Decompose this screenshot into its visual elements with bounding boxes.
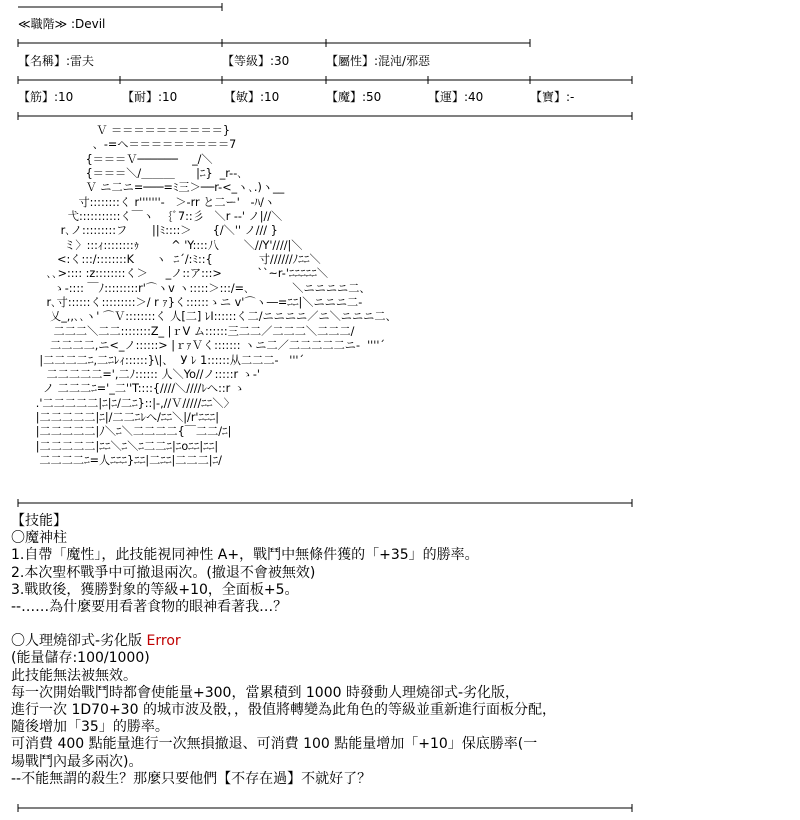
- ascii-art-line: {＝＝＝Ｖ────── _/＼: [18, 152, 213, 166]
- class-field: ≪職階≫ :Devil: [18, 17, 106, 31]
- stat-strength: 【筋】:10: [18, 90, 74, 104]
- skill-1-line-3: 3.戰敗後，獲勝對象的等級+10，全面板+5。: [11, 581, 299, 598]
- stat-endurance: 【耐】:10: [122, 90, 178, 104]
- skills-heading: 【技能】: [11, 513, 67, 529]
- skill-1-line-4: --……為什麼要用看著食物的眼神看著我…？: [11, 599, 288, 616]
- stat-agility: 【敏】:10: [224, 90, 280, 104]
- ascii-art-line: .'二二二二二|ﾆ|ﾆ/二ﾆ}::|-,//Ｖ/////ﾆﾆ＼〉: [18, 396, 235, 410]
- skill-2-title: 〇人理燒卻式-劣化版: [11, 633, 143, 650]
- ascii-art-line: 二二二二二=',二ﾉ:::::: 人＼Yo//ノ:::::r ゝ-': [18, 367, 260, 381]
- ascii-art-line: 寸::::::::く r'''''''- ＞-rr と二ー' -ﾊ/ヽ: [18, 195, 276, 209]
- ascii-art-line: ゝ-:::: ￣ﾉ:::::::::r'⌒ヽv ヽ:::::＞:::/=､ ＼ニニニニ二、: [18, 281, 371, 295]
- ascii-art-line: ノ 二二二ﾆ='_二''T::::{////＼////ﾚへ::r ゝ: [18, 382, 245, 396]
- ascii-art-line: 二二二二ﾆ=人ﾆﾆﾆ}ﾆﾆ|二ﾆﾆ|二二二|ﾆ/: [18, 453, 222, 467]
- ascii-art-line: |二二二二二|ﾉ＼ﾆ＼二二二二{￣二二/ﾆ|: [18, 425, 232, 439]
- ascii-art-line: Ｖ ＝＝＝＝＝＝＝＝＝＝}: [18, 124, 230, 137]
- ascii-art-line: |二二二二二|ﾆﾆ＼ﾆ＼ﾆ二二ﾆ|ﾆoﾆﾆ|ﾆﾆ|: [18, 439, 219, 453]
- attribute-field: 【屬性】:混沌/邪惡: [326, 54, 431, 68]
- ascii-art-line: r､ノ:::::::::フ ||ﾐ::::＞ {/＼'' ノ/// }: [18, 224, 278, 238]
- stat-magic: 【魔】:50: [326, 90, 382, 104]
- skill-2-line-1: (能量儲存:100/1000): [11, 650, 150, 667]
- stat-luck: 【運】:40: [428, 90, 484, 104]
- skill-2-line-6: 可消費 400 點能量進行一次無損撤退、可消費 100 點能量增加「+10」保底勝率(一: [11, 736, 538, 753]
- ascii-art-line: r､寸::::::く:::::::::＞/ r ｧ}く::::::ゝニ v'⌒ヽ―=ﾆﾆ|＼ニニニ二-: [18, 296, 363, 310]
- skill-1-line-2: 2.本次聖杯戰爭中可撤退兩次。(撤退不會被無效): [11, 564, 316, 581]
- skill-2-line-4: 進行一次 1D70+30 的城市波及骰，，骰值將轉變為此角色的等級並重新進行面板分配，: [11, 702, 556, 719]
- skill-2-title-row: [11, 633, 791, 650]
- name-field: 【名稱】:雷夫: [18, 54, 95, 68]
- stat-noble-phantasm: 【寶】:-: [530, 90, 575, 104]
- ascii-art-line: Ｖ ニ二ニ=───=ﾐ三＞──r-<_ヽ､.)ヽ__: [18, 181, 285, 195]
- ascii-art-line: 乂_,,､､ヽ' ⌒Ｖ::::::::く 人[二] ﾚI::::::く二/ニニニニ／ニ＼ニニニ二、: [18, 310, 397, 324]
- ascii-art-line: <:く:::/::::::::K ヽ ﾆ´/:ﾐ::{ 寸//////ﾉﾆﾆ＼: [18, 253, 321, 267]
- skill-2-line-8: --不能無謂的殺生？那麼只要他們【不存在過】不就好了？: [11, 770, 372, 787]
- ascii-art-line: |二二二二二|ﾆ|/二二ﾆﾚへ/ﾆﾆ＼|/r'ﾆﾆﾆ|: [18, 410, 220, 424]
- ascii-art-line: 二二二二,ニ<_ノ::::::> |ｒｧＶく::::::: ヽニ二／二二二二二ニ- ''''´: [18, 339, 385, 353]
- skill-2-line-5: 隨後增加「35」的勝率。: [11, 719, 169, 736]
- level-field: 【等級】:30: [222, 54, 290, 68]
- ascii-art-line: |二二二二ﾆ,二ﾆﾚｨ::::::}\|、 У ﾚ 1::::::从二二二- '''´: [18, 353, 305, 367]
- ascii-art-line: ミ〉:::ｨ::::::::ｩ ^ 'Y::::八 ＼//Y'////|＼: [18, 238, 303, 252]
- skill-2-line-3: 每一次開始戰鬥時都會使能量+300，當累積到 1000 時發動人理燒卻式-劣化版，: [11, 684, 520, 701]
- skill-1-line-1: 1.自帶「魔性」，此技能視同神性 A+，戰鬥中無條件獲的「+35」的勝率。: [11, 547, 479, 564]
- skill-2-error-tag: Error: [146, 633, 181, 650]
- skill-2-line-2: 此技能無法被無效。: [11, 667, 137, 684]
- ascii-art-portrait: [18, 124, 397, 468]
- skills-section: [11, 513, 791, 788]
- ascii-art-line: {＝＝＝＼/＿＿＿ |ﾆ} _r--､: [18, 167, 243, 181]
- skill-2-line-7: 場戰鬥內最多兩次)。: [11, 753, 143, 770]
- ascii-art-line: 、-=へ＝＝＝＝＝＝＝＝＝7: [18, 138, 237, 152]
- ascii-art-line: 二二二＼二二::::::::Z_ |ｒV ム::::::三二二／二二二＼二二二/: [18, 324, 355, 338]
- skill-1-title: 〇魔神柱: [11, 530, 67, 547]
- ascii-art-line: 弋:::::::::::く￣ヽ {ﾞ7::彡 ＼r --' ノ|//＼: [18, 210, 283, 224]
- ascii-art-line: ､､>:::: :z::::::::く＞ _ノ::ア:::> ``~r-'ﾆﾆﾆﾆﾆ＼: [18, 267, 329, 281]
